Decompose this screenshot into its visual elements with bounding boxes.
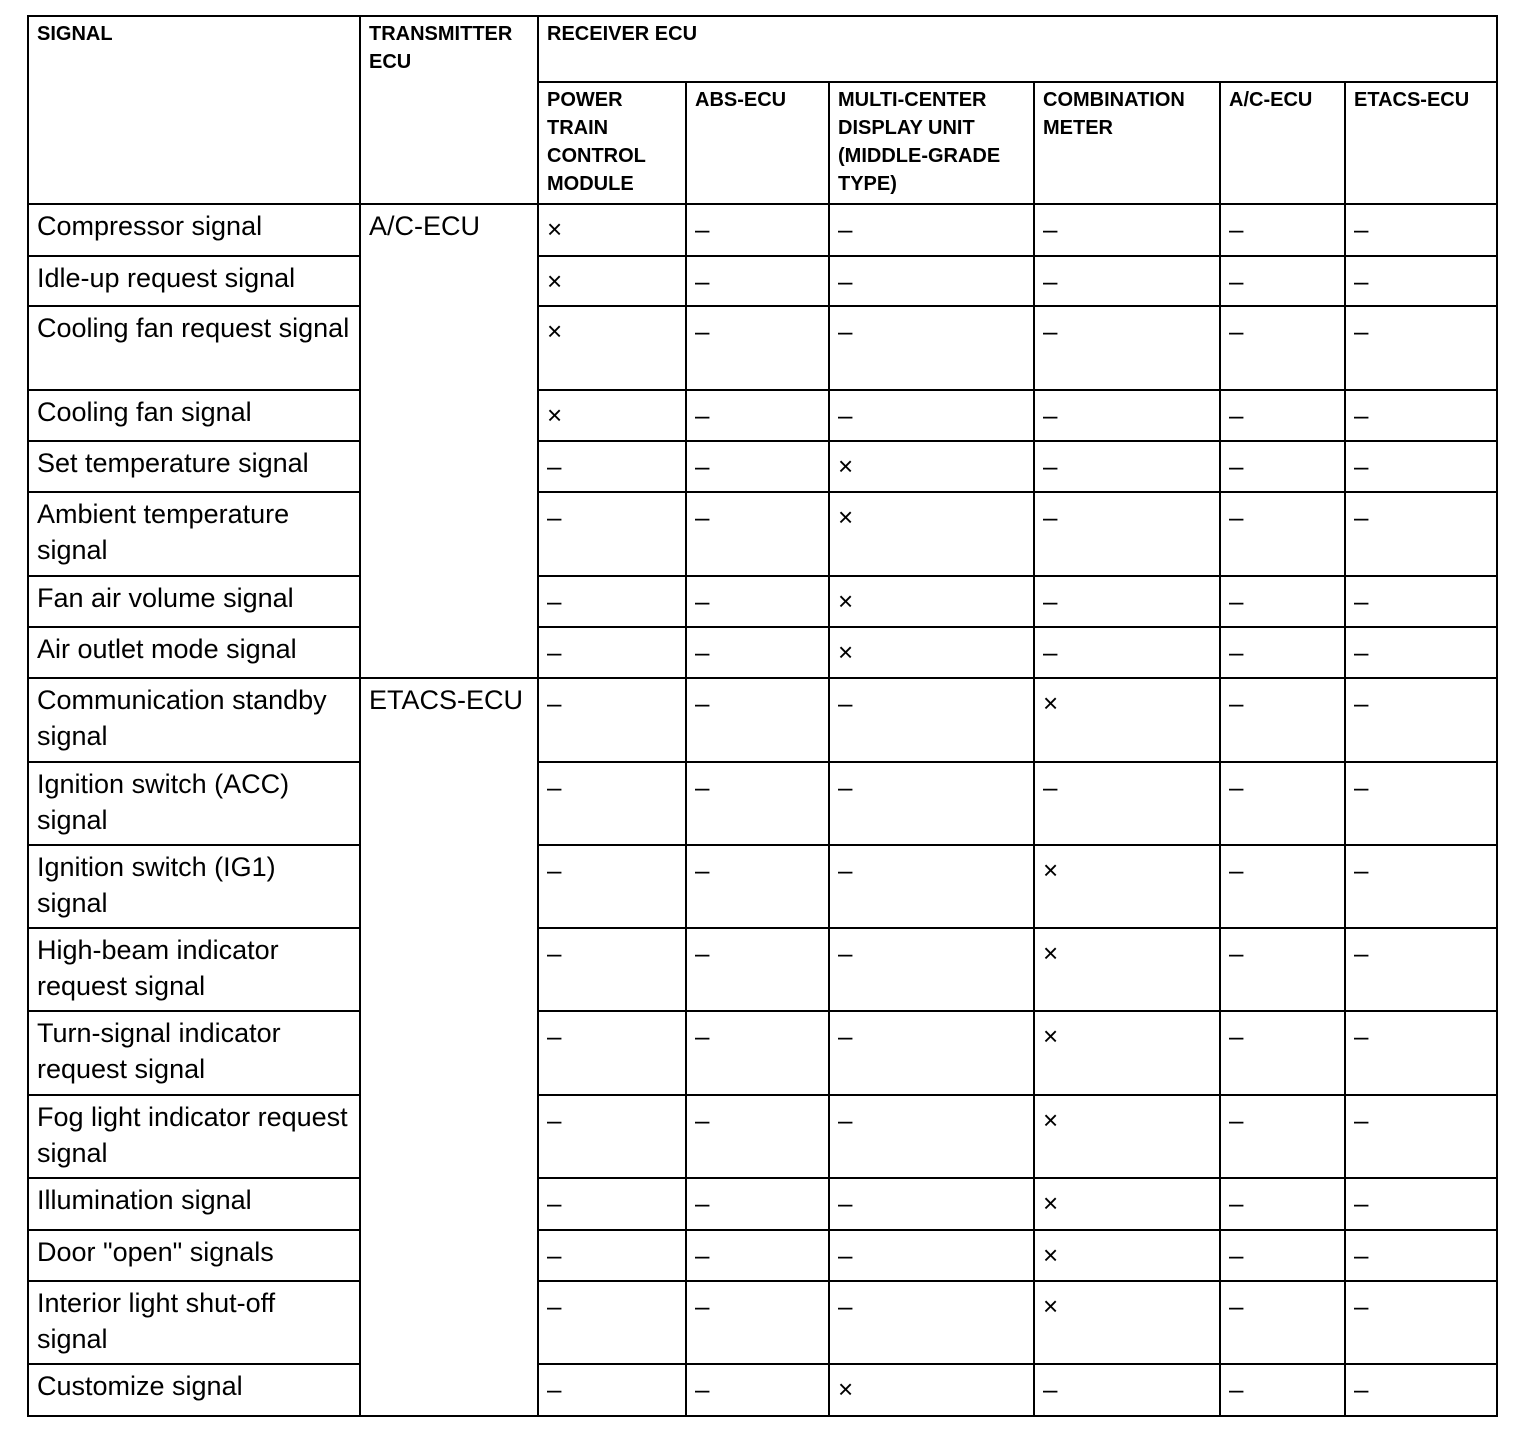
no-receive-mark: – (686, 256, 829, 306)
table-row (28, 1095, 1497, 1178)
no-receive-mark: – (829, 256, 1034, 306)
signal-name: Fan air volume signal (28, 576, 360, 627)
header-transmitter: TRANSMITTER ECU (360, 16, 538, 204)
no-receive-mark: – (829, 390, 1034, 441)
no-receive-mark: – (686, 441, 829, 492)
signal-name: Ambient temperature signal (28, 492, 360, 576)
no-receive-mark: – (829, 762, 1034, 845)
no-receive-mark: – (1220, 306, 1345, 390)
no-receive-mark: – (1345, 678, 1497, 762)
no-receive-mark: – (1220, 256, 1345, 306)
signal-name: Cooling fan request signal (28, 306, 360, 390)
no-receive-mark: – (1034, 441, 1220, 492)
no-receive-mark: – (829, 928, 1034, 1011)
no-receive-mark: – (1220, 627, 1345, 678)
no-receive-mark: – (829, 1011, 1034, 1095)
receive-mark: × (829, 627, 1034, 678)
table-row (28, 1281, 1497, 1364)
no-receive-mark: – (1345, 256, 1497, 306)
table-row (28, 1364, 1497, 1416)
no-receive-mark: – (1345, 1011, 1497, 1095)
no-receive-mark: – (1220, 576, 1345, 627)
table-row (28, 390, 1497, 441)
receive-mark: × (829, 492, 1034, 576)
no-receive-mark: – (1345, 1281, 1497, 1364)
no-receive-mark: – (1345, 928, 1497, 1011)
transmitter-ecu: ETACS-ECU (360, 678, 538, 1416)
signal-name: Ignition switch (IG1) signal (28, 845, 360, 928)
receive-mark: × (538, 390, 686, 441)
no-receive-mark: – (538, 1281, 686, 1364)
header-receiver-abs: ABS-ECU (686, 82, 829, 204)
no-receive-mark: – (538, 1011, 686, 1095)
no-receive-mark: – (829, 678, 1034, 762)
header-signal: SIGNAL (28, 16, 360, 204)
table-row (28, 928, 1497, 1011)
no-receive-mark: – (538, 1364, 686, 1416)
no-receive-mark: – (1345, 845, 1497, 928)
no-receive-mark: – (1034, 256, 1220, 306)
table-row (28, 627, 1497, 678)
table-row (28, 256, 1497, 306)
no-receive-mark: – (538, 928, 686, 1011)
signal-name: Set temperature signal (28, 441, 360, 492)
no-receive-mark: – (538, 1095, 686, 1178)
receive-mark: × (829, 441, 1034, 492)
receive-mark: × (1034, 1011, 1220, 1095)
receive-mark: × (538, 256, 686, 306)
no-receive-mark: – (1034, 306, 1220, 390)
no-receive-mark: – (1220, 928, 1345, 1011)
no-receive-mark: – (1220, 762, 1345, 845)
no-receive-mark: – (1345, 492, 1497, 576)
no-receive-mark: – (1220, 678, 1345, 762)
no-receive-mark: – (1034, 1364, 1220, 1416)
no-receive-mark: – (1034, 627, 1220, 678)
signal-name: Illumination signal (28, 1178, 360, 1230)
no-receive-mark: – (829, 1281, 1034, 1364)
no-receive-mark: – (686, 306, 829, 390)
no-receive-mark: – (1345, 390, 1497, 441)
no-receive-mark: – (829, 1095, 1034, 1178)
signal-name: Customize signal (28, 1364, 360, 1416)
no-receive-mark: – (1034, 390, 1220, 441)
no-receive-mark: – (1345, 306, 1497, 390)
no-receive-mark: – (538, 1230, 686, 1281)
table-row (28, 845, 1497, 928)
table-row (28, 204, 1497, 256)
no-receive-mark: – (538, 576, 686, 627)
receive-mark: × (1034, 845, 1220, 928)
signal-name: Compressor signal (28, 204, 360, 256)
no-receive-mark: – (1220, 441, 1345, 492)
header-receiver-ac: A/C-ECU (1220, 82, 1345, 204)
table-row (28, 441, 1497, 492)
table-row (28, 306, 1497, 390)
no-receive-mark: – (1345, 441, 1497, 492)
no-receive-mark: – (1220, 492, 1345, 576)
signal-name: Fog light indicator request signal (28, 1095, 360, 1178)
no-receive-mark: – (686, 762, 829, 845)
no-receive-mark: – (686, 627, 829, 678)
header-receiver-mcdu: MULTI-CENTER DISPLAY UNIT (MIDDLE-GRADE TYPE) (829, 82, 1034, 204)
table-row (28, 762, 1497, 845)
no-receive-mark: – (686, 928, 829, 1011)
receive-mark: × (1034, 1095, 1220, 1178)
no-receive-mark: – (1220, 845, 1345, 928)
no-receive-mark: – (1034, 576, 1220, 627)
table-row (28, 1011, 1497, 1095)
receive-mark: × (829, 576, 1034, 627)
no-receive-mark: – (1034, 762, 1220, 845)
no-receive-mark: – (538, 492, 686, 576)
header-receiver-pcm: POWER TRAIN CONTROL MODULE (538, 82, 686, 204)
signal-name: Turn-signal indicator request signal (28, 1011, 360, 1095)
no-receive-mark: – (538, 441, 686, 492)
table-row (28, 1178, 1497, 1230)
no-receive-mark: – (538, 627, 686, 678)
no-receive-mark: – (686, 845, 829, 928)
no-receive-mark: – (686, 1281, 829, 1364)
no-receive-mark: – (1345, 627, 1497, 678)
table-row (28, 678, 1497, 762)
signal-name: High-beam indicator request signal (28, 928, 360, 1011)
signal-name: Door "open" signals (28, 1230, 360, 1281)
no-receive-mark: – (1220, 1281, 1345, 1364)
no-receive-mark: – (686, 1011, 829, 1095)
signal-name: Air outlet mode signal (28, 627, 360, 678)
signal-name: Interior light shut-off signal (28, 1281, 360, 1364)
no-receive-mark: – (538, 1178, 686, 1230)
no-receive-mark: – (538, 845, 686, 928)
no-receive-mark: – (686, 1364, 829, 1416)
no-receive-mark: – (1345, 1364, 1497, 1416)
header-receiver-etacs: ETACS-ECU (1345, 82, 1497, 204)
receive-mark: × (829, 1364, 1034, 1416)
no-receive-mark: – (1345, 1178, 1497, 1230)
no-receive-mark: – (1345, 576, 1497, 627)
no-receive-mark: – (1345, 1230, 1497, 1281)
no-receive-mark: – (1220, 204, 1345, 256)
no-receive-mark: – (829, 306, 1034, 390)
no-receive-mark: – (686, 1095, 829, 1178)
receive-mark: × (1034, 1230, 1220, 1281)
no-receive-mark: – (1220, 1011, 1345, 1095)
receive-mark: × (538, 204, 686, 256)
no-receive-mark: – (686, 678, 829, 762)
receive-mark: × (1034, 678, 1220, 762)
no-receive-mark: – (686, 1178, 829, 1230)
no-receive-mark: – (686, 492, 829, 576)
no-receive-mark: – (829, 1178, 1034, 1230)
no-receive-mark: – (1034, 492, 1220, 576)
signal-table (27, 15, 1498, 1417)
no-receive-mark: – (829, 1230, 1034, 1281)
signal-name: Ignition switch (ACC) signal (28, 762, 360, 845)
no-receive-mark: – (686, 204, 829, 256)
no-receive-mark: – (1220, 1230, 1345, 1281)
transmitter-ecu: A/C-ECU (360, 204, 538, 678)
receive-mark: × (538, 306, 686, 390)
no-receive-mark: – (686, 576, 829, 627)
table-row (28, 1230, 1497, 1281)
signal-name: Cooling fan signal (28, 390, 360, 441)
no-receive-mark: – (829, 845, 1034, 928)
table-row (28, 576, 1497, 627)
receive-mark: × (1034, 1178, 1220, 1230)
no-receive-mark: – (1220, 1178, 1345, 1230)
header-receiver-meter: COMBINATION METER (1034, 82, 1220, 204)
no-receive-mark: – (1220, 1095, 1345, 1178)
no-receive-mark: – (1345, 762, 1497, 845)
table-row (28, 492, 1497, 576)
header-receiver: RECEIVER ECU (538, 16, 1497, 82)
no-receive-mark: – (1345, 204, 1497, 256)
receive-mark: × (1034, 1281, 1220, 1364)
no-receive-mark: – (829, 204, 1034, 256)
no-receive-mark: – (538, 762, 686, 845)
signal-name: Idle-up request signal (28, 256, 360, 306)
no-receive-mark: – (686, 390, 829, 441)
receive-mark: × (1034, 928, 1220, 1011)
no-receive-mark: – (1220, 390, 1345, 441)
no-receive-mark: – (1034, 204, 1220, 256)
no-receive-mark: – (1220, 1364, 1345, 1416)
no-receive-mark: – (538, 678, 686, 762)
signal-name: Communication standby signal (28, 678, 360, 762)
no-receive-mark: – (686, 1230, 829, 1281)
no-receive-mark: – (1345, 1095, 1497, 1178)
